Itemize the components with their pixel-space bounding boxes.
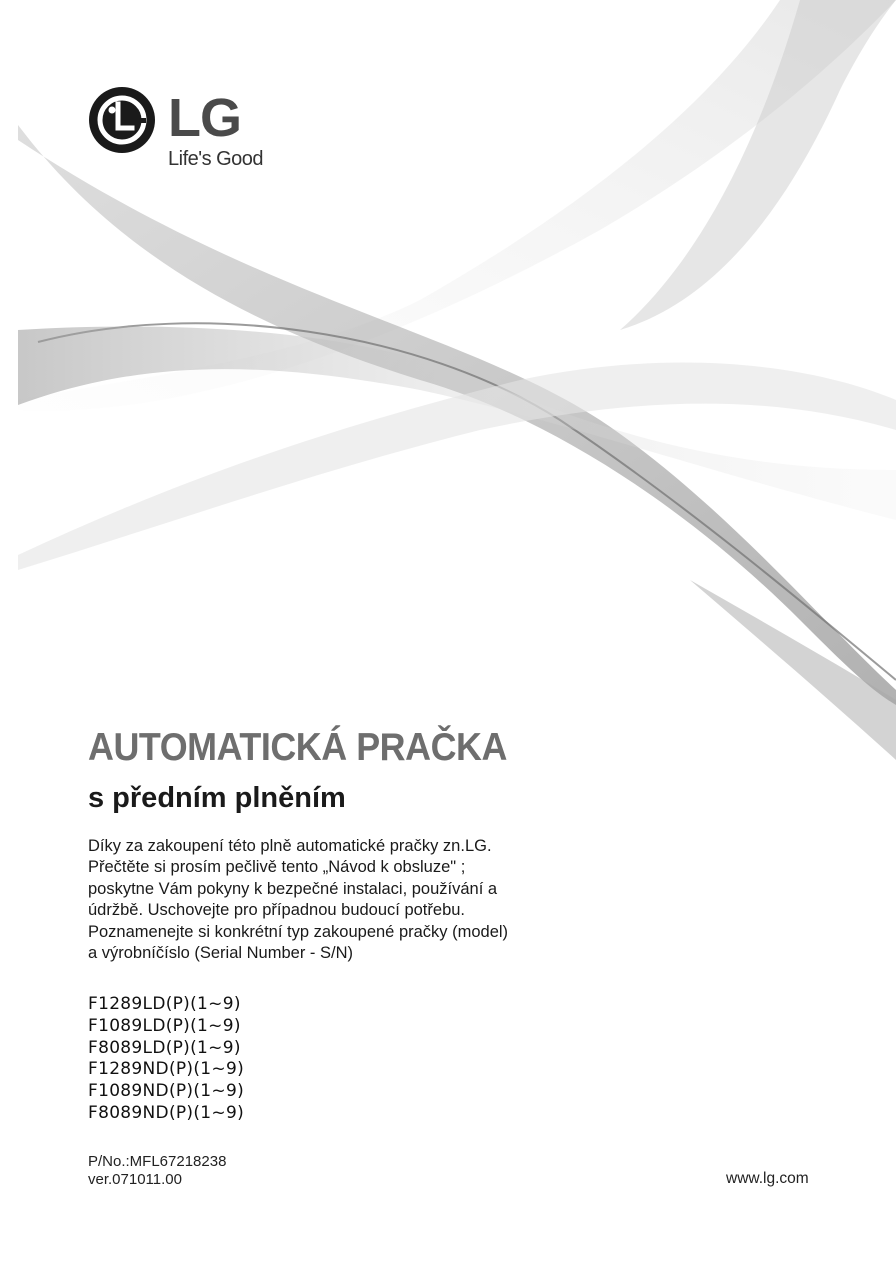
part-number: P/No.:MFL67218238 xyxy=(88,1153,227,1170)
logo-wordmark: LG xyxy=(168,88,241,148)
model-item: F1289ND(P)(1~9) xyxy=(88,1059,245,1080)
model-item: F1089LD(P)(1~9) xyxy=(88,1015,241,1036)
intro-line: poskytne Vám pokyny k bezpečné instalaci, používání a xyxy=(88,879,498,898)
intro-line: Díky za zakoupení této plně automatické pračky zn.LG. xyxy=(88,837,492,855)
intro-paragraph xyxy=(88,836,548,964)
lg-face-logo-icon xyxy=(88,86,156,154)
model-item: F8089ND(P)(1~9) xyxy=(88,1102,245,1123)
version-number: ver.071011.00 xyxy=(88,1171,182,1188)
model-item: F1089ND(P)(1~9) xyxy=(88,1081,245,1102)
website-url: www.lg.com xyxy=(726,1170,809,1187)
document-info xyxy=(88,1153,226,1189)
page-subtitle: s předním plněním xyxy=(88,782,346,814)
intro-line: Přečtěte si prosím pečlivě tento „Návod k obsluze" ; xyxy=(88,858,466,877)
lg-logo xyxy=(88,86,308,176)
page-title: AUTOMATICKÁ PRAČKA xyxy=(88,726,507,769)
intro-line: a výrobníčíslo (Serial Number - S/N) xyxy=(88,944,353,963)
model-item: F1289LD(P)(1~9) xyxy=(88,994,241,1014)
intro-line: Poznamenejte si konkrétní typ zakoupené pračky (model) xyxy=(88,922,509,941)
model-item: F8089LD(P)(1~9) xyxy=(88,1037,241,1058)
logo-tagline: Life's Good xyxy=(168,148,264,170)
model-list xyxy=(88,994,244,1125)
intro-line: údržbě. Uschovejte pro případnou budoucí potřebu. xyxy=(88,901,466,920)
